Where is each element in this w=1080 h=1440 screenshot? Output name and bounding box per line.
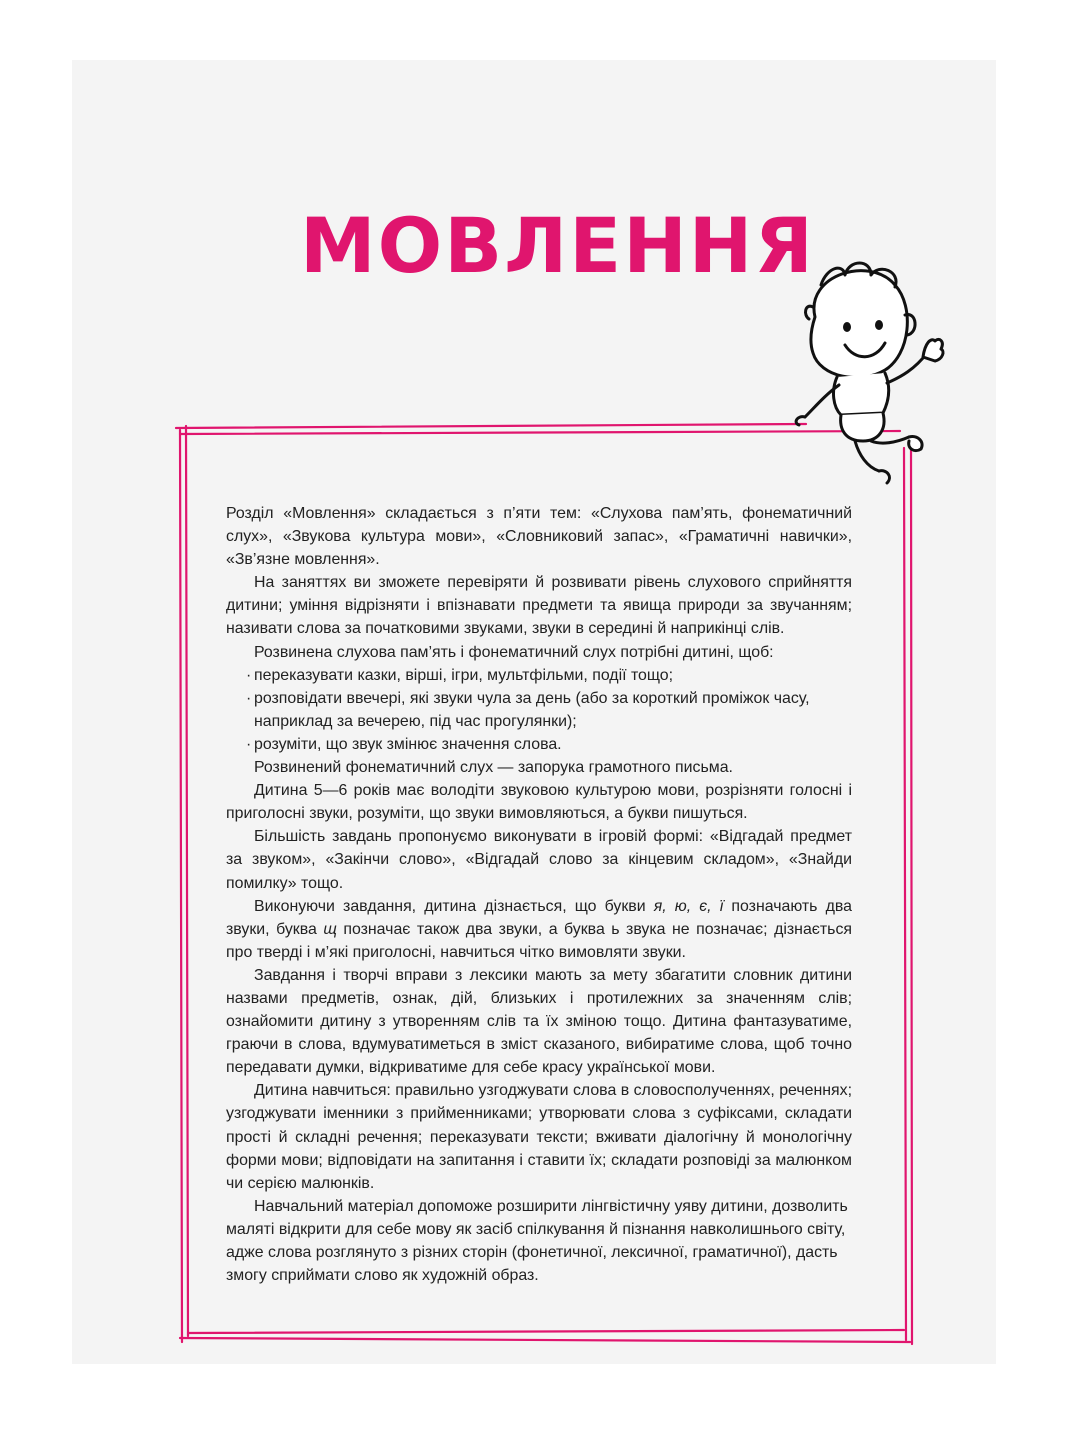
text-run: позначає також два звуки, а буква ь звука не позначає; дізнається про тверді і м’які приголосні, навчиться чітко вимовляти звуки. — [226, 920, 852, 961]
paragraph: Розділ «Мовлення» складається з п’яти тем: «Слухова пам’ять, фонематичний слух», «Звукова культура мови», «Словниковий запас», «Граматичні навички», «Зв’язне мовлення». — [226, 505, 852, 569]
paragraph: Розвинена слухова пам’ять і фонематичний слух потрібні дитині, щоб: — [254, 643, 774, 661]
page-title: МОВЛЕННЯ — [300, 201, 815, 290]
bullet-list — [226, 664, 852, 756]
text-run: Виконуючи завдання, дитина дізнається, що букви — [254, 897, 654, 915]
list-item: · переказувати казки, вірші, ігри, мультфільми, події тощо; — [226, 664, 852, 687]
paragraph: На заняттях ви зможете перевіряти й розвивати рівень слухового сприйняття дитини; уміння відрізняти і впізнавати предмети та явища природи за звучанням; називати слова за початковими звуками, звуки в середині й наприкінці слів. — [226, 574, 852, 638]
list-item: · розповідати ввечері, які звуки чула за день (або за короткий проміжок часу, наприклад за вечерею, під час прогулянки); — [226, 687, 852, 733]
paragraph: Дитина навчиться: правильно узгоджувати слова в словосполученнях, реченнях; узгоджувати іменники з прийменниками; утворювати слова з суфіксами, складати прості й складні речення; переказувати тексти; вживати діалогічну й монологічну форми мови; відповідати на запитання і ставити їх; складати розповіді за малюнком чи серією малюнків. — [226, 1082, 852, 1192]
paragraph — [226, 895, 852, 964]
body-text — [226, 502, 852, 1287]
text-run: позначають два звуки, буква — [226, 897, 852, 938]
paragraph: Завдання і творчі вправи з лексики мають за мету збагатити словник дитини назвами предметів, ознак, дій, близьких і протилежних за значенням слів; ознайомити дитину з утворенням слів та їх зміною тощо. Дитина фантазуватиме, граючи в слова, вдумуватиметься в зміст сказаного, вибиратиме слова, щоб точно передавати думки, відкриватиме для себе красу української мови. — [226, 966, 852, 1077]
paragraph: Навчальний матеріал допоможе розширити лінгвістичну уяву дитини, дозволить маляті відкрити для себе мову як засіб спілкування й пізнання навколишнього світу, адже слова розглянуто з різних сторін (фонетичної, лексичної, граматичної), дасть змогу сприймати слово як художній образ. — [226, 1197, 848, 1285]
list-item: · розуміти, що звук змінює значення слова. — [226, 733, 852, 756]
letters-italic: я, ю, є, ї — [653, 897, 724, 915]
letter-italic: щ — [323, 920, 337, 938]
paragraph: Дитина 5—6 років має володіти звуковою культурою мови, розрізняти голосні і приголосні звуки, розуміти, що звуки вимовляються, а букви пишуться. — [226, 782, 852, 823]
paragraph: Розвинений фонематичний слух — запорука грамотного письма. — [254, 759, 733, 777]
boy-illustration — [775, 245, 955, 495]
paragraph: Більшість завдань пропонуємо виконувати в ігровій формі: «Відгадай предмет за звуком», «Закінчи слово», «Відгадай слово за кінцевим складом», «Знайди помилку» тощо. — [226, 828, 852, 892]
